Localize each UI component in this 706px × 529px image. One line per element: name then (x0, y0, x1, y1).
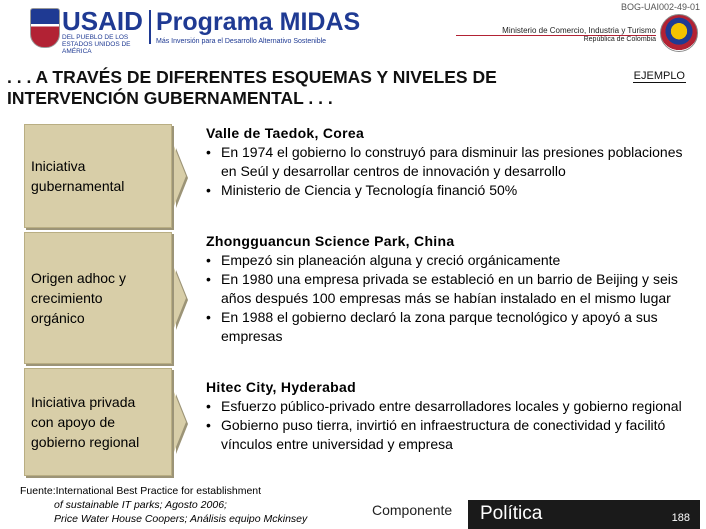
chevron-right-icon (174, 146, 186, 206)
example-bullet: • En 1974 el gobierno lo construyó para disminuir las presiones poblaciones en Seúl y desarrollar centros de innovación y desarrollo (206, 143, 686, 181)
panel-label-line: gobierno regional (31, 434, 140, 450)
source-line: Fuente:International Best Practice for establishment (20, 485, 262, 497)
component-value: Política (480, 503, 543, 524)
source-note (20, 484, 307, 526)
document-code: BOG-UAI002-49-01 (620, 2, 700, 12)
example-block-taedok (206, 124, 686, 200)
example-badge: EJEMPLO (633, 70, 685, 82)
example-block-zhongguancun (206, 232, 686, 346)
panel-label-line: con apoyo de (31, 414, 116, 430)
source-line: of sustainable IT parks; Agosto 2006; (54, 499, 227, 511)
panel-label-line: Origen adhoc y (31, 270, 126, 286)
example-heading: Zhongguancun Science Park, China (206, 233, 455, 249)
example-block-hitec-city (206, 378, 686, 454)
colombia-crest-icon (660, 14, 698, 52)
usaid-shield-icon (30, 8, 60, 48)
page-number: 188 (671, 512, 690, 524)
republic-name: República de Colombia (583, 36, 656, 43)
slide-title-line-2: INTERVENCIÓN GUBERNAMENTAL . . . (7, 88, 333, 108)
panel-organic-growth (24, 232, 172, 364)
example-heading: Valle de Taedok, Corea (206, 125, 365, 141)
ministry-name: Ministerio de Comercio, Industria y Turismo (502, 26, 656, 35)
usaid-logo-text: USAID (62, 6, 143, 36)
usaid-tagline: DEL PUEBLO DE LOS ESTADOS UNIDOS DE AMÉRICA (62, 34, 131, 55)
program-tagline: Más Inversión para el Desarrollo Alternativo Sostenible (156, 38, 327, 45)
example-bullet: • Ministerio de Ciencia y Tecnología financió 50% (206, 181, 686, 200)
panel-government-initiative (24, 124, 172, 228)
panel-label-line: crecimiento (31, 290, 103, 306)
example-heading: Hitec City, Hyderabad (206, 379, 356, 395)
panel-label-line: gubernamental (31, 178, 125, 194)
source-line: Price Water House Coopers; Análisis equipo Mckinsey (54, 513, 308, 525)
panel-label-line: orgánico (31, 310, 85, 326)
program-logo-text: Programa MIDAS (156, 8, 361, 36)
example-bullet: • Gobierno puso tierra, invirtió en infraestructura de conectividad y facilitó vínculos entre universidad y empresa (206, 416, 686, 454)
example-bullet: • Esfuerzo público-privado entre desarrolladores locales y gobierno regional (206, 397, 686, 416)
example-bullet: • En 1988 el gobierno declaró la zona parque tecnológico y apoyó a sus empresas (206, 308, 686, 346)
panel-private-initiative (24, 368, 172, 476)
panel-label-line: Iniciativa (31, 158, 86, 174)
slide-title-line-1: . . . A TRAVÉS DE DIFERENTES ESQUEMAS Y NIVELES DE (7, 67, 497, 87)
chevron-right-icon (174, 268, 186, 328)
example-bullet: • En 1980 una empresa privada se estableció en un barrio de Beijing y seis años después 100 empresas más se habían instalado en el mismo lugar (206, 270, 686, 308)
chevron-right-icon (174, 392, 186, 452)
panel-label-line: Iniciativa privada (31, 394, 136, 410)
logo-divider (149, 10, 151, 44)
slide-title (7, 67, 497, 109)
component-label: Componente (372, 502, 453, 518)
example-bullet: • Empezó sin planeación alguna y creció orgánicamente (206, 251, 686, 270)
